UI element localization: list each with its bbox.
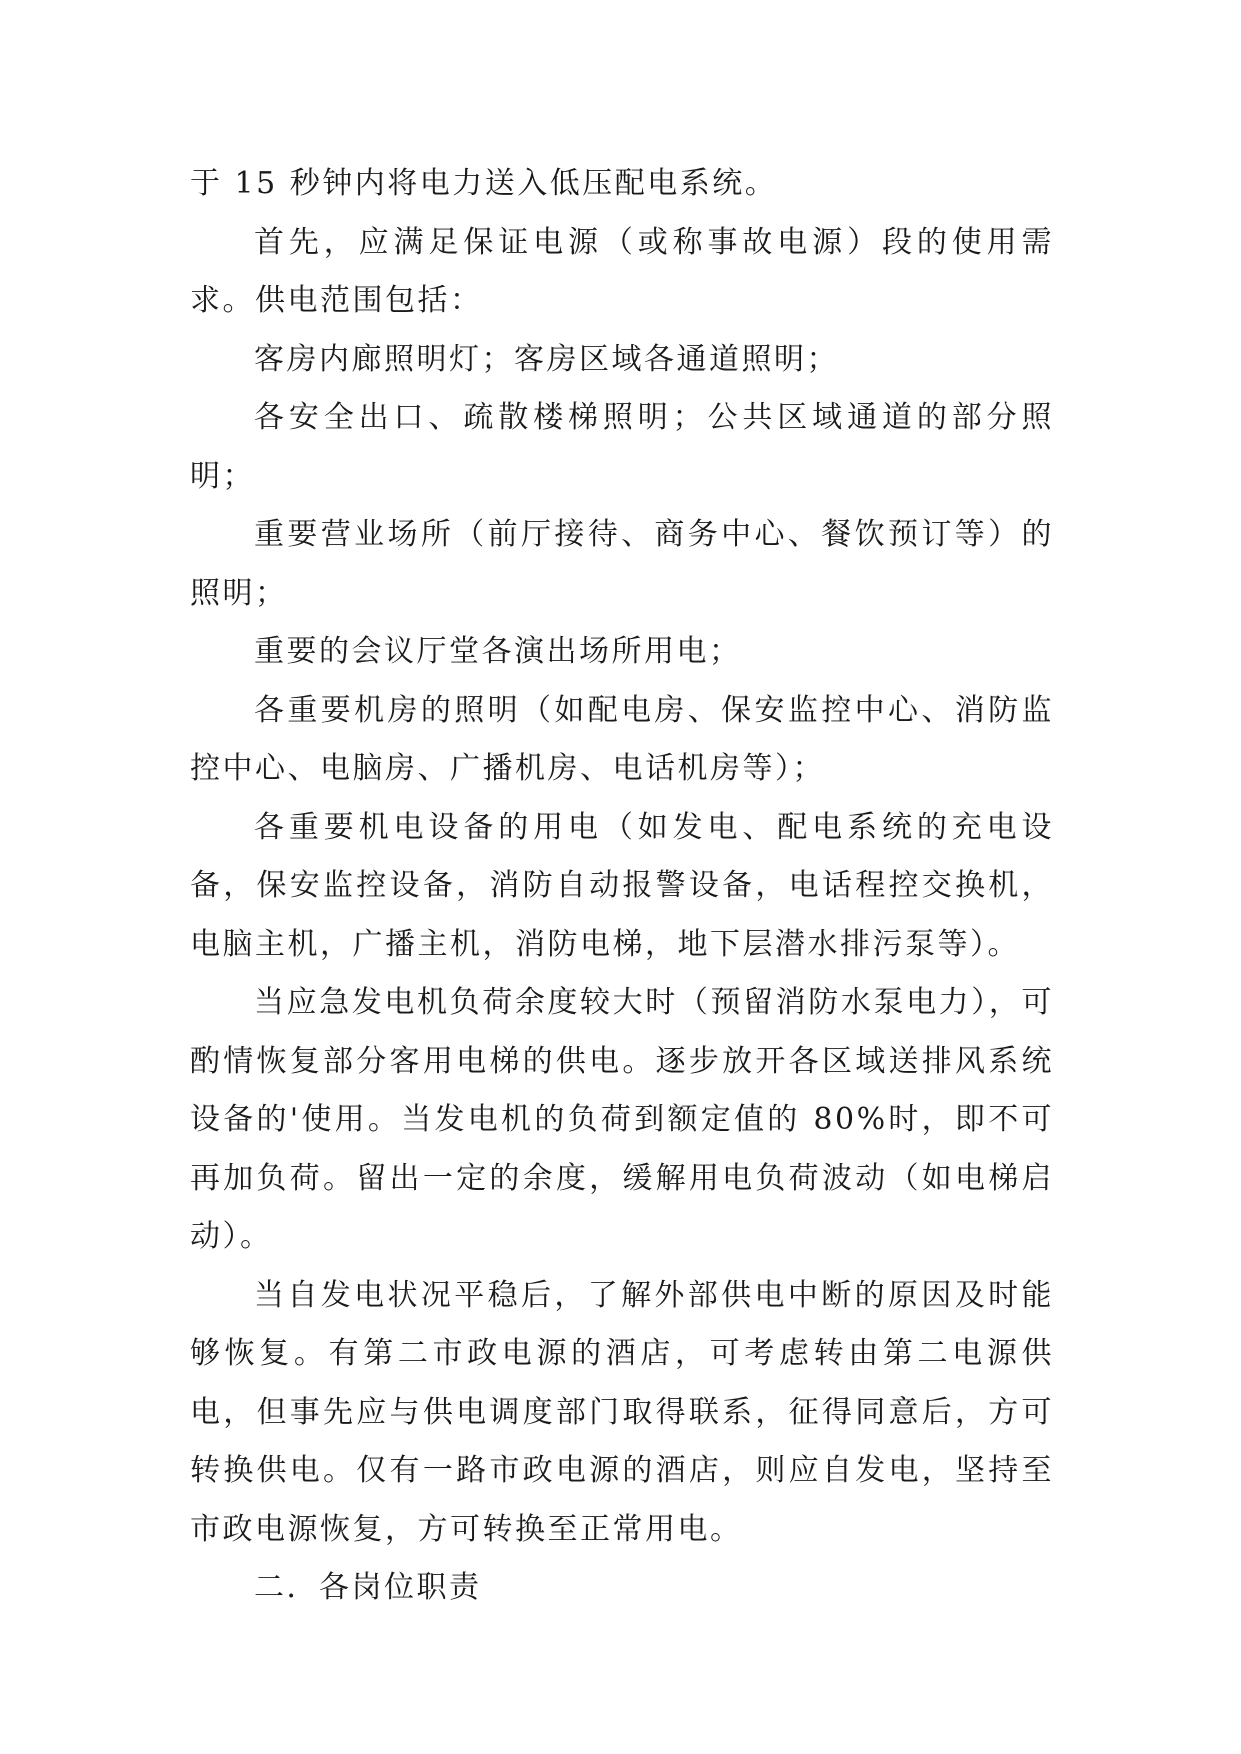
list-item-business-areas: 重要营业场所（前厅接待、商务中心、餐饮预订等）的照明； (190, 517, 1054, 611)
section-heading-responsibilities: 二．各岗位职责 (254, 1570, 482, 1605)
list-item-guest-room-lighting: 客房内廊照明灯；客房区域各通道照明； (254, 341, 839, 377)
list-item-exit-lighting: 各安全出口、疏散楼梯照明；公共区域通道的部分照明； (190, 400, 1054, 494)
list-item-meeting-halls: 重要的会议厅堂各演出场所用电； (254, 634, 742, 669)
paragraph-generator-load: 当应急发电机负荷余度较大时（预留消防水泵电力），可酌情恢复部分客用电梯的供电。逐步放开各区域送排风系统设备的'使用。当发电机的负荷到额定值的 80%时，即不可再加负荷。留出一定的余度，缓解用电负荷波动（如电梯启动）。 (190, 985, 1054, 1254)
paragraph-priority-supply: 首先，应满足保证电源（或称事故电源）段的使用需求。供电范围包括： (190, 224, 1054, 318)
list-item-electromechanical-equipment: 各重要机电设备的用电（如发电、配电系统的充电设备，保安监控设备，消防自动报警设备，电话程控交换机，电脑主机，广播主机，消防电梯，地下层潜水排污泵等）。 (190, 809, 1054, 962)
document-page (190, 155, 1054, 1618)
paragraph-intro-continuation: 于 15 秒钟内将电力送入低压配电系统。 (190, 166, 778, 201)
paragraph-power-restoration: 当自发电状况平稳后，了解外部供电中断的原因及时能够恢复。有第二市政电源的酒店，可考虑转由第二电源供电，但事先应与供电调度部门取得联系，征得同意后，方可转换供电。仅有一路市政电源的酒店，则应自发电，坚持至市政电源恢复，方可转换至正常用电。 (190, 1277, 1054, 1547)
list-item-machine-rooms: 各重要机房的照明（如配电房、保安监控中心、消防监控中心、电脑房、广播机房、电话机房等）； (190, 692, 1054, 786)
